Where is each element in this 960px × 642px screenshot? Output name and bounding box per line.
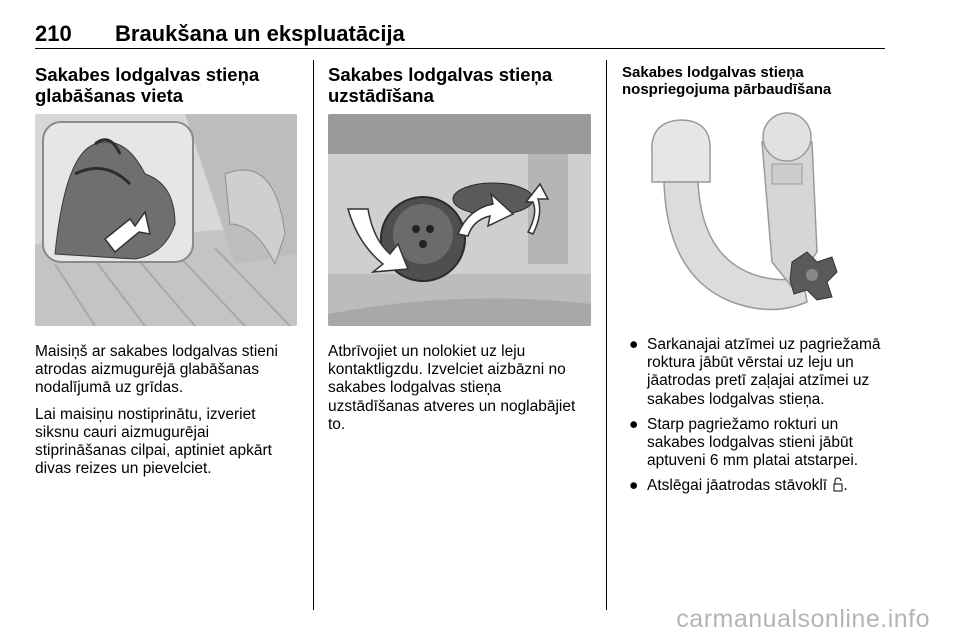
luggage-compartment-figure: [35, 114, 297, 326]
running-title: Braukšana un ekspluatācija: [115, 21, 405, 46]
unlocked-padlock-icon: [833, 477, 843, 497]
list-item: [622, 336, 890, 409]
page-header: [35, 16, 885, 49]
body-paragraph: Maisiņš ar sakabes lodgalvas stieni atrodas aizmugurējā glabāšanas nodalījumā uz grīdas.: [35, 343, 278, 397]
list-item: [622, 416, 890, 471]
section-heading: Sakabes lodgalvas stieņa glabāšanas vieta: [35, 64, 260, 106]
socket-installation-figure: [328, 114, 591, 326]
section-heading: Sakabes lodgalvas stieņa uzstādīšana: [328, 64, 553, 106]
column-divider: [313, 60, 314, 610]
column-divider: [606, 60, 607, 610]
section-heading: Sakabes lodgalvas stieņa nospriegojuma pārbaudīšana: [622, 64, 832, 98]
list-item-text: Atslēgai jāatrodas stāvoklī: [647, 477, 828, 495]
list-item: ● Atslēgai jāatrodas stāvoklī .: [622, 477, 890, 497]
bullet-icon: ●: [629, 477, 639, 495]
page-number: 210: [35, 21, 72, 46]
bullet-icon: ●: [629, 415, 639, 433]
body-paragraph: Lai maisiņu nostiprinātu, izveriet siksnu cauri aizmugurējai stiprināšanas cilpai, aptiniet apkārt divas reizes un pievelciet.: [35, 405, 272, 478]
column-installation: [328, 64, 592, 434]
body-paragraph: Atbrīvojiet un nolokiet uz leju kontaktligzdu. Izvelciet aizbāzni no sakabes lodgalvas stieņa uzstādīšanas atveres un noglabājiet to.: [328, 343, 576, 433]
towbar-figure: [622, 112, 885, 324]
list-item-text: Starp pagriežamo rokturi un sakabes lodgalvas stieni jābūt aptuveni 6 mm platai atstarpei.: [647, 415, 859, 470]
check-list: [622, 336, 890, 498]
bullet-icon: ●: [629, 336, 639, 353]
column-storage: [35, 64, 299, 478]
column-tension-check: [622, 64, 890, 505]
watermark: carmanualsonline.info: [676, 605, 930, 633]
list-item-text: Sarkanajai atzīmei uz pagriežamā roktura jābūt vērstai uz leju un jāatrodas pretī zaļajai atzīmei uz sakabes lodgalvas stieņa.: [647, 336, 881, 408]
